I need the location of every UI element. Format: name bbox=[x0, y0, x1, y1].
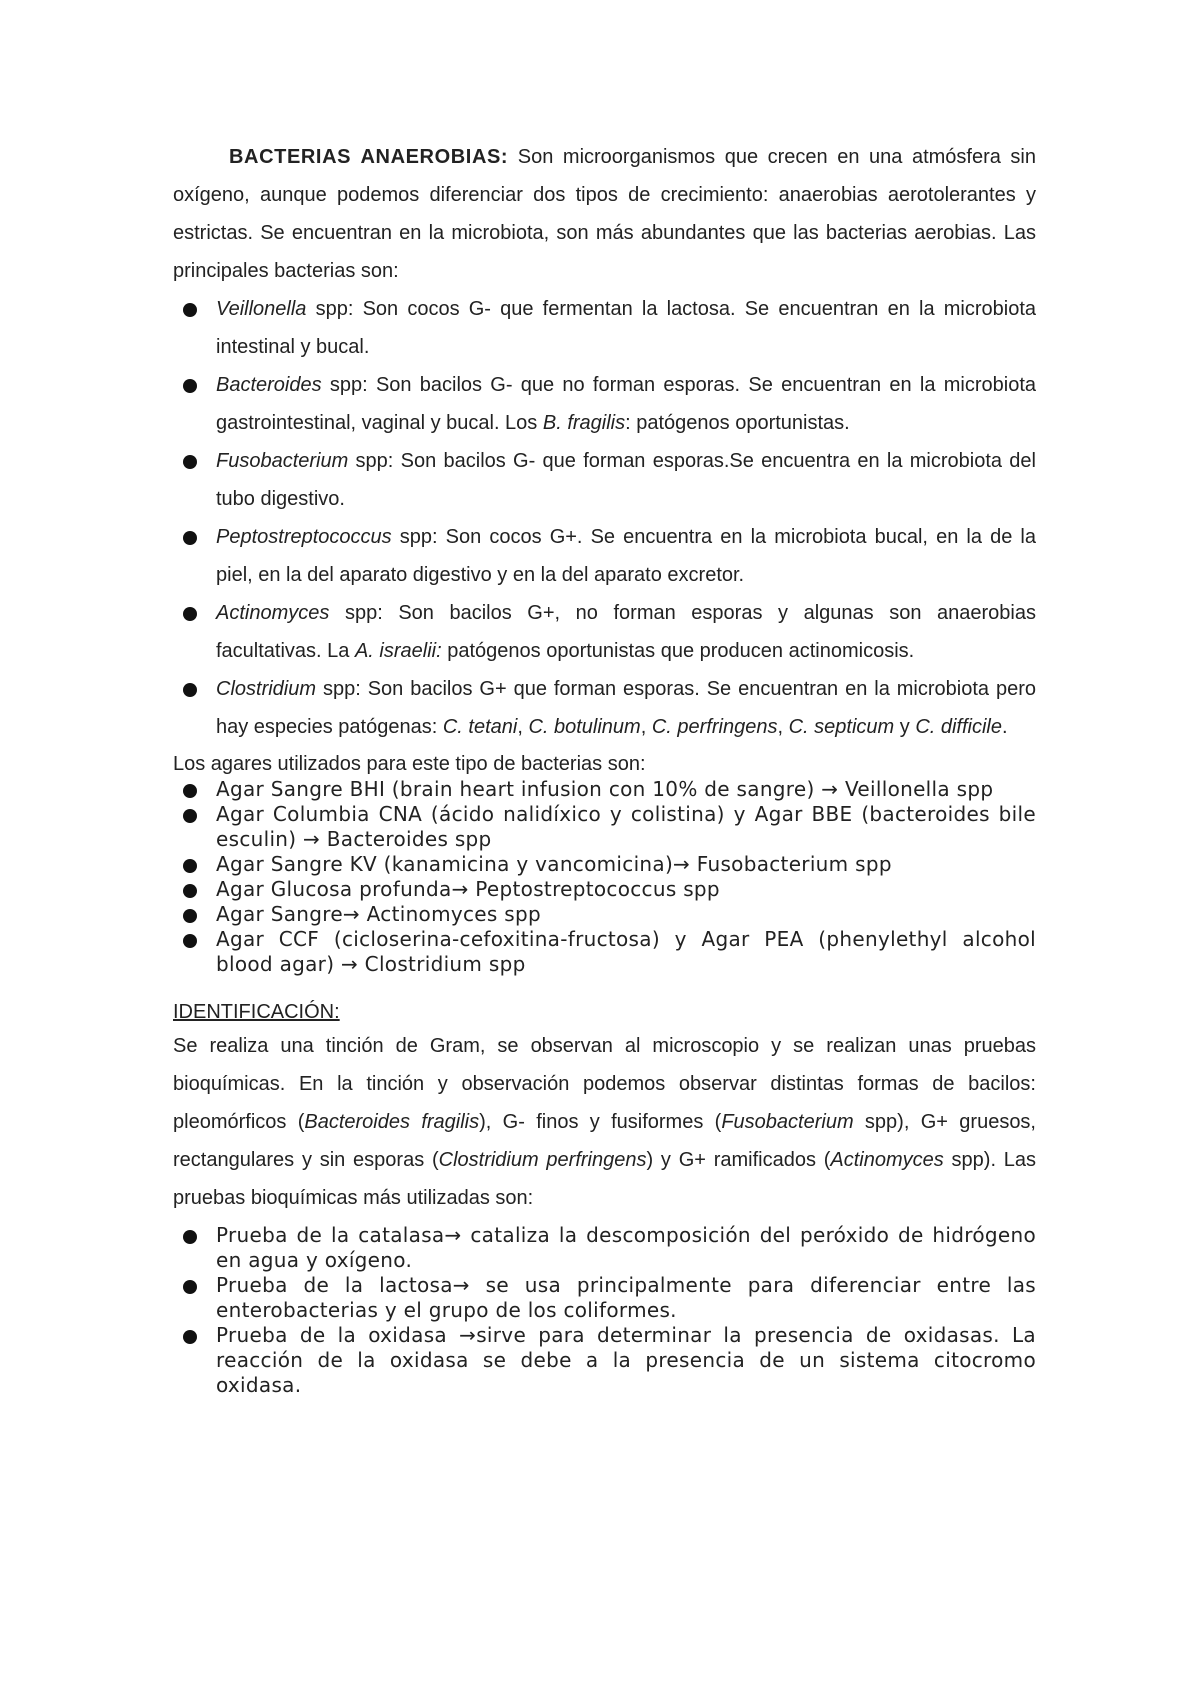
bullet-icon bbox=[183, 379, 197, 393]
bullet-icon bbox=[183, 1330, 197, 1344]
bullet-icon bbox=[183, 607, 197, 621]
list-item: Prueba de la oxidasa →sirve para determinar la presencia de oxidasas. La reacción de la oxidasa se debe a la presencia de un sistema citocromo oxidasa. bbox=[173, 1323, 1036, 1398]
list-item: Peptostreptococcus spp: Son cocos G+. Se encuentra en la microbiota bucal, en la de la piel, en la del aparato digestivo y en la del aparato excretor. bbox=[173, 518, 1036, 594]
identification-paragraph: Se realiza una tinción de Gram, se observan al microscopio y se realizan unas pruebas bioquímicas. En la tinción y observación podemos observar distintas formas de bacilos: pleomórficos (Bacteroides fragilis), G- finos y fusiformes (Fusobacterium spp), G+ gruesos, rectangulares y sin esporas (Clostridium perfringens) y G+ ramificados (Actinomyces spp). Las pruebas bioquímicas más utilizadas son: bbox=[173, 1035, 1037, 1209]
list-item: Agar Glucosa profunda→ Peptostreptococcus spp bbox=[173, 877, 1036, 902]
list-item: Agar CCF (cicloserina-cefoxitina-fructosa) y Agar PEA (phenylethyl alcohol blood agar) → Clostridium spp bbox=[173, 927, 1036, 977]
bullet-icon bbox=[183, 909, 197, 923]
intro-text: Son microorganismos que crecen en una atmósfera sin oxígeno, aunque podemos diferenciar dos tipos de crecimiento: anaerobias aerotolerantes y estrictas. Se encuentran en la microbiota, son más abundantes que las bacterias aerobias. Las principales bacterias son: bbox=[173, 146, 1036, 282]
bullet-icon bbox=[183, 683, 197, 697]
bullet-icon bbox=[183, 1230, 197, 1244]
list-item: Agar Sangre→ Actinomyces spp bbox=[173, 902, 1036, 927]
bullet-icon bbox=[183, 455, 197, 469]
bullet-icon bbox=[183, 809, 197, 823]
list-item: Prueba de la lactosa→ se usa principalmente para diferenciar entre las enterobacterias y el grupo de los coliformes. bbox=[173, 1273, 1036, 1323]
intro-paragraph bbox=[173, 138, 1036, 290]
list-item: Veillonella spp: Son cocos G- que fermentan la lactosa. Se encuentran en la microbiota intestinal y bucal. bbox=[173, 290, 1036, 366]
document-page bbox=[173, 138, 1036, 1398]
list-item: Agar Sangre KV (kanamicina y vancomicina)→ Fusobacterium spp bbox=[173, 852, 1036, 877]
bullet-icon bbox=[183, 859, 197, 873]
list-item: Agar Sangre BHI (brain heart infusion con 10% de sangre) → Veillonella spp bbox=[173, 777, 1036, 802]
list-item: Fusobacterium spp: Son bacilos G- que forman esporas.Se encuentra en la microbiota del tubo digestivo. bbox=[173, 442, 1036, 518]
bullet-icon bbox=[183, 784, 197, 798]
agar-list bbox=[173, 777, 1036, 977]
list-item: Actinomyces spp: Son bacilos G+, no forman esporas y algunas son anaerobias facultativas. La A. israelii: patógenos oportunistas que producen actinomicosis. bbox=[173, 594, 1036, 670]
list-item: Clostridium spp: Son bacilos G+ que forman esporas. Se encuentran en la microbiota pero hay especies patógenas: C. tetani, C. botulinum, C. perfringens, C. septicum y C. difficile. bbox=[173, 670, 1036, 746]
bullet-icon bbox=[183, 1280, 197, 1294]
identification-heading: IDENTIFICACIÓN: bbox=[173, 1001, 340, 1023]
list-item: Agar Columbia CNA (ácido nalidíxico y colistina) y Agar BBE (bacteroides bile esculin) → Bacteroides spp bbox=[173, 802, 1036, 852]
bullet-icon bbox=[183, 934, 197, 948]
list-item: Bacteroides spp: Son bacilos G- que no forman esporas. Se encuentran en la microbiota gastrointestinal, vaginal y bucal. Los B. fragilis: patógenos oportunistas. bbox=[173, 366, 1036, 442]
section-title: BACTERIAS ANAEROBIAS: bbox=[229, 146, 509, 168]
bullet-icon bbox=[183, 531, 197, 545]
list-item: Prueba de la catalasa→ cataliza la descomposición del peróxido de hidrógeno en agua y oxígeno. bbox=[173, 1223, 1036, 1273]
bullet-icon bbox=[183, 884, 197, 898]
bullet-icon bbox=[183, 303, 197, 317]
bacteria-list bbox=[173, 290, 1036, 746]
agar-intro: Los agares utilizados para este tipo de bacterias son: bbox=[173, 753, 646, 775]
tests-list bbox=[173, 1223, 1036, 1398]
